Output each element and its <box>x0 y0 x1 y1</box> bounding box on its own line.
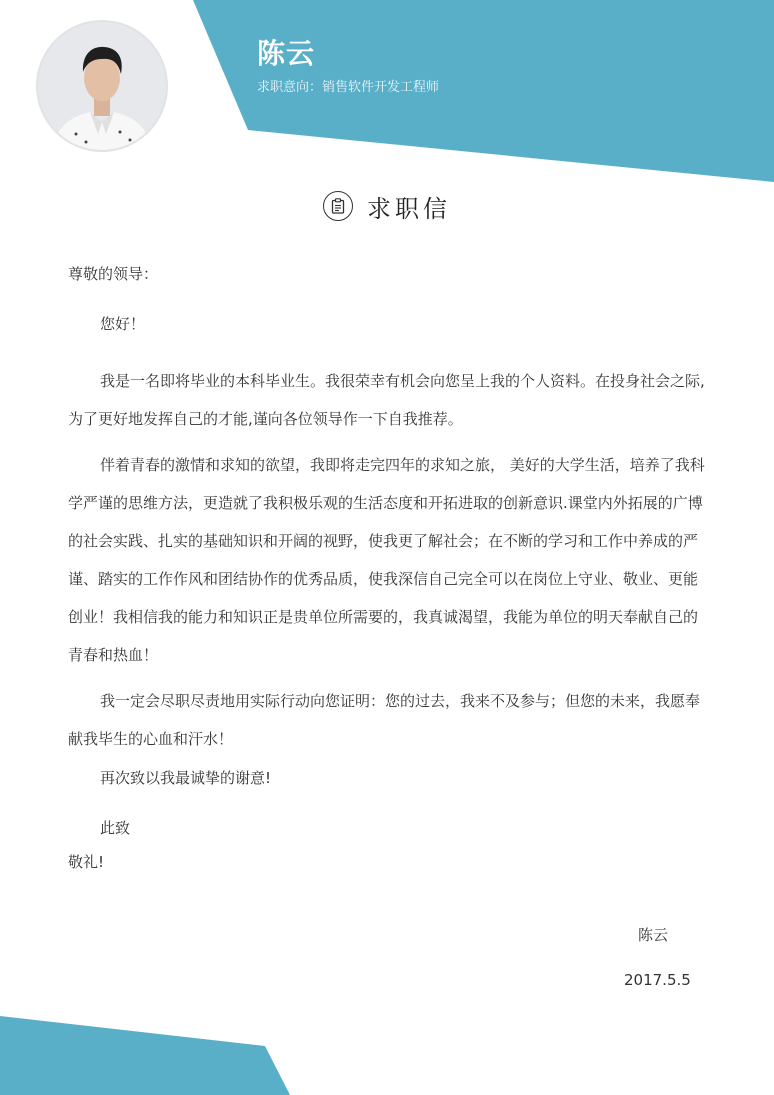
footer-banner-shape <box>0 1016 290 1095</box>
greeting: 尊敬的领导： <box>68 265 159 283</box>
paragraph-thanks: 再次致以我最诚挚的谢意! <box>100 769 272 787</box>
regards: 敬礼! <box>68 853 105 871</box>
letter-body <box>68 262 708 874</box>
job-objective: 求职意向：销售软件开发工程师 <box>257 80 440 95</box>
paragraph-commitment: 我一定会尽职尽责地用实际行动向您证明：您的过去，我来不及参与；但您的未来，我愿奉献我毕生的心血和汗水！ <box>68 692 701 748</box>
signature-date: 2017.5.5 <box>624 971 691 989</box>
signature-name: 陈云 <box>638 926 669 944</box>
closing: 此致 <box>100 819 131 837</box>
paragraph-intro: 我是一名即将毕业的本科毕业生。我很荣幸有机会向您呈上我的个人资料。在投身社会之际,为了更好地发挥自己的才能,谨向各位领导作一下自我推荐。 <box>68 372 705 428</box>
avatar <box>38 22 166 150</box>
title-text: 求职信 <box>367 194 451 223</box>
salutation: 您好！ <box>100 315 146 333</box>
applicant-name: 陈云 <box>257 37 316 70</box>
person-photo-icon <box>38 22 166 150</box>
document-title <box>0 186 774 226</box>
paragraph-experience: 伴着青春的激情和求知的欲望，我即将走完四年的求知之旅， 美好的大学生活，培养了我科学严谨的思维方法，更造就了我积极乐观的生活态度和开拓进取的创新意识.课堂内外拓展的广博的社会实践、扎实的基础知识和开阔的视野，使我更了解社会；在不断的学习和工作中养成的严谨、踏实的工作作风和团结协作的优秀品质，使我深信自己完全可以在岗位上守业、敬业、更能创业！我相信我的能力和知识正是贵单位所需要的，我真诚渴望，我能为单位的明天奉献自己的青春和热血！ <box>68 456 705 664</box>
clipboard-icon <box>323 191 353 221</box>
